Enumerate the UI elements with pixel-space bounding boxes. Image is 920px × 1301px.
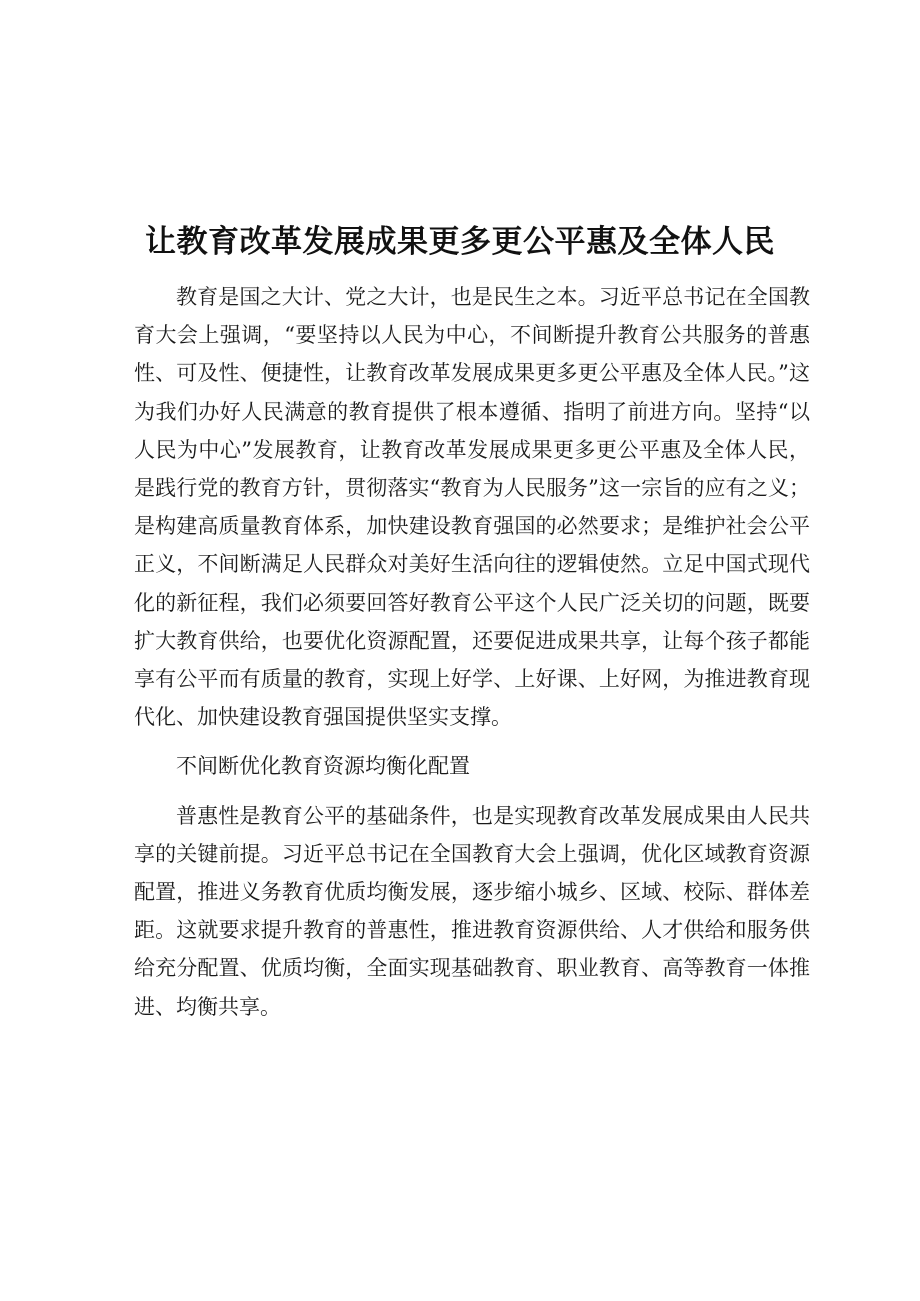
document-title: 让教育改革发展成果更多更公平惠及全体人民	[145, 224, 775, 260]
paragraph-intro: 教育是国之大计、党之大计，也是民生之本。习近平总书记在全国教育大会上强调，“要坚持以人民为中心，不间断提升教育公共服务的普惠性、可及性、便捷性，让教育改革发展成果更多更公平惠及全体人民。”这为我们办好人民满意的教育提供了根本遵循、指明了前进方向。坚持“以人民为中心”发展教育，让教育改革发展成果更多更公平惠及全体人民，是践行党的教育方针，贯彻落实“教育为人民服务”这一宗旨的应有之义；是构建高质量教育体系，加快建设教育强国的必然要求；是维护社会公平正义，不间断满足人民群众对美好生活向往的逻辑使然。立足中国式现代化的新征程，我们必须要回答好教育公平这个人民广泛关切的问题，既要扩大教育供给，也要优化资源配置，还要促进成果共享，让每个孩子都能享有公平而有质量的教育，实现上好学、上好课、上好网，为推进教育现代化、加快建设教育强国提供坚实支撑。	[134, 285, 810, 730]
paragraph-section-1: 普惠性是教育公平的基础条件，也是实现教育改革发展成果由人民共享的关键前提。习近平总书记在全国教育大会上强调，优化区域教育资源配置，推进义务教育优质均衡发展，逐步缩小城乡、区域、校际、群体差距。这就要求提升教育的普惠性，推进教育资源供给、人才供给和服务供给充分配置、优质均衡，全面实现基础教育、职业教育、高等教育一体推进、均衡共享。	[134, 803, 810, 1019]
document-body	[134, 278, 810, 1026]
section-heading: 不间断优化教育资源均衡化配置	[176, 754, 470, 779]
